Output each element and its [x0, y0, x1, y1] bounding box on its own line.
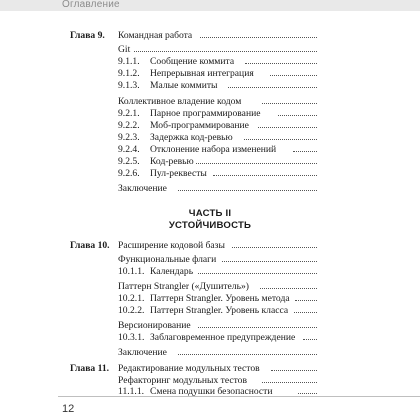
section-number: 9.1.3.	[118, 80, 140, 91]
section-number: 9.1.1.	[118, 56, 140, 67]
dot-leader	[298, 393, 317, 394]
part-title[interactable]: УСТОЙЧИВОСТЬ	[168, 220, 252, 231]
dot-leader	[258, 127, 317, 128]
section-title: Заключение	[118, 183, 167, 194]
section-title: Рефакторинг модульных тестов	[118, 375, 247, 386]
section-title: Коллективное владение кодом	[118, 96, 242, 107]
chapter-label: Глава 11.	[70, 363, 110, 374]
section-title: Паттерн Strangler («Душитель»)	[118, 281, 249, 292]
section-title: Календарь	[150, 266, 194, 277]
chapter-title: Командная работа	[118, 30, 193, 41]
chapter-label: Глава 10.	[70, 240, 110, 251]
section-title: Смена подушки безопасности	[150, 386, 273, 397]
dot-leader	[262, 382, 317, 383]
section-number: 11.1.1.	[118, 386, 145, 397]
section-title: Задержка код-ревью	[150, 132, 233, 143]
section-number: 9.2.3.	[118, 132, 140, 143]
dot-leader	[134, 51, 317, 52]
dot-leader	[196, 163, 317, 164]
dot-leader	[271, 370, 317, 371]
dot-leader	[270, 75, 317, 76]
section-title: Версионирование	[118, 320, 191, 331]
dot-leader	[262, 103, 317, 104]
section-title: Паттерн Strangler. Уровень метода	[150, 293, 290, 304]
section-title: Код-ревью	[150, 156, 194, 167]
dot-leader	[260, 288, 317, 289]
dot-leader	[244, 139, 317, 140]
section-number: 9.2.6.	[118, 168, 140, 179]
dot-leader	[222, 261, 317, 262]
chapter-label: Глава 9.	[70, 30, 105, 41]
dot-leader	[293, 151, 317, 152]
section-title: Малые коммиты	[150, 80, 218, 91]
section-title: Заключение	[118, 347, 167, 358]
section-title: Моб-программирование	[150, 120, 249, 131]
section-title: Пул-реквесты	[150, 168, 207, 179]
section-title: Заблаговременное предупреждение	[150, 332, 296, 343]
dot-leader	[178, 354, 317, 355]
dot-leader	[178, 190, 317, 191]
dot-leader	[232, 247, 317, 248]
section-number: 9.2.2.	[118, 120, 140, 131]
footer-rule	[58, 396, 420, 397]
dot-leader	[295, 300, 317, 301]
chapter-title: Расширение кодовой базы	[118, 240, 225, 251]
dot-leader	[294, 312, 317, 313]
dot-leader	[213, 175, 317, 176]
section-number: 9.2.5.	[118, 156, 140, 167]
section-title: Функциональные флаги	[118, 254, 217, 265]
section-number: 9.2.1.	[118, 108, 140, 119]
dot-leader	[245, 63, 317, 64]
section-title: Непрерывная интеграция	[150, 68, 254, 79]
running-head: Оглавление	[62, 0, 120, 10]
section-number: 9.2.4.	[118, 144, 140, 155]
part-label[interactable]: ЧАСТЬ II	[188, 208, 232, 219]
section-number: 10.2.1.	[118, 293, 145, 304]
footer-page-number: 12	[62, 403, 75, 415]
dot-leader	[198, 273, 317, 274]
section-title: Отклонение набора изменений	[150, 144, 277, 155]
section-number: 10.2.2.	[118, 305, 145, 316]
dot-leader	[278, 115, 317, 116]
dot-leader	[303, 339, 317, 340]
dot-leader	[200, 37, 317, 38]
chapter-title: Редактирование модульных тестов	[118, 363, 260, 374]
section-title: Паттерн Strangler. Уровень класса	[150, 305, 289, 316]
section-number: 10.3.1.	[118, 332, 145, 343]
section-number: 9.1.2.	[118, 68, 140, 79]
dot-leader	[198, 327, 317, 328]
section-title: Git	[118, 44, 131, 55]
section-number: 10.1.1.	[118, 266, 145, 277]
section-title: Парное программирование	[150, 108, 261, 119]
dot-leader	[228, 87, 317, 88]
section-title: Сообщение коммита	[150, 56, 235, 67]
